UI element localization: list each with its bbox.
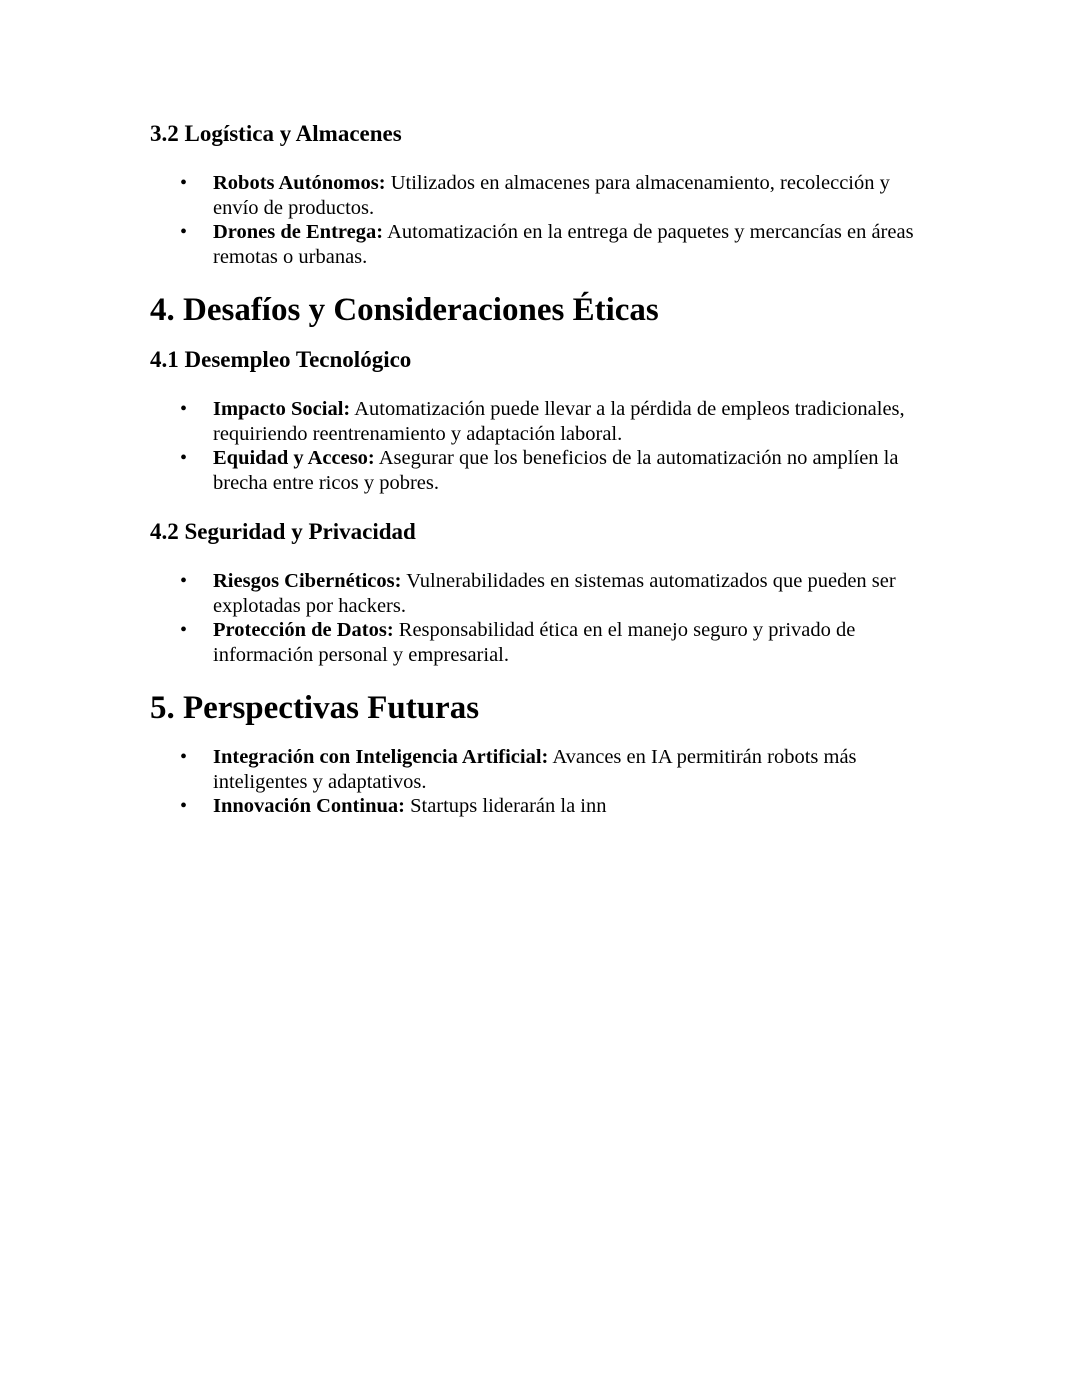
list-4-2	[150, 569, 940, 667]
heading-3-2: 3.2 Logística y Almacenes	[150, 121, 402, 146]
list-item-text: Automatización puede llevar a la pérdida de empleos tradicionales, requiriendo reentrenamiento y adaptación laboral.	[213, 398, 905, 445]
list-5	[150, 745, 940, 819]
list-item-term: Drones de Entrega:	[213, 221, 384, 243]
heading-4: 4. Desafíos y Consideraciones Éticas	[150, 292, 659, 328]
bullet-icon: •	[180, 172, 188, 194]
list-item-term: Protección de Datos:	[213, 619, 394, 641]
list-item-text: Automatización en la entrega de paquetes y mercancías en áreas remotas o urbanas.	[213, 221, 914, 268]
list-item	[150, 794, 940, 819]
list-item-term: Innovación Continua:	[213, 795, 405, 817]
list-item	[150, 569, 940, 618]
list-item-text: Startups liderarán la inn	[404, 795, 607, 817]
list-item	[150, 745, 940, 794]
list-item-term: Equidad y Acceso:	[213, 447, 375, 469]
list-3-2	[150, 171, 940, 269]
list-item-term: Impacto Social:	[213, 398, 351, 420]
list-item-text: Responsabilidad ética en el manejo seguro y privado de información personal y empresarial.	[213, 619, 856, 666]
list-item-text: Avances en IA permitirán robots más inteligentes y adaptativos.	[213, 746, 857, 793]
document-page	[150, 120, 940, 819]
bullet-icon: •	[180, 746, 188, 768]
list-item-text: Vulnerabilidades en sistemas automatizados que pueden ser explotadas por hackers.	[213, 570, 896, 617]
bullet-icon: •	[180, 570, 188, 592]
list-item	[150, 171, 940, 220]
list-4-1	[150, 397, 940, 495]
list-item-term: Integración con Inteligencia Artificial:	[213, 746, 549, 768]
list-item	[150, 397, 940, 446]
bullet-icon: •	[180, 221, 188, 243]
list-item	[150, 618, 940, 667]
list-item-text: Utilizados en almacenes para almacenamiento, recolección y envío de productos.	[213, 172, 890, 219]
heading-4-1: 4.1 Desempleo Tecnológico	[150, 347, 412, 372]
bullet-icon: •	[180, 398, 188, 420]
heading-5: 5. Perspectivas Futuras	[150, 690, 480, 726]
bullet-icon: •	[180, 447, 188, 469]
list-item-term: Robots Autónomos:	[213, 172, 386, 194]
list-item	[150, 446, 940, 495]
heading-4-2: 4.2 Seguridad y Privacidad	[150, 519, 416, 544]
bullet-icon: •	[180, 619, 188, 641]
list-item-term: Riesgos Cibernéticos:	[213, 570, 402, 592]
list-item	[150, 220, 940, 269]
list-item-text: Asegurar que los beneficios de la automatización no amplíen la brecha entre ricos y pobres.	[213, 447, 899, 494]
bullet-icon: •	[180, 795, 188, 817]
